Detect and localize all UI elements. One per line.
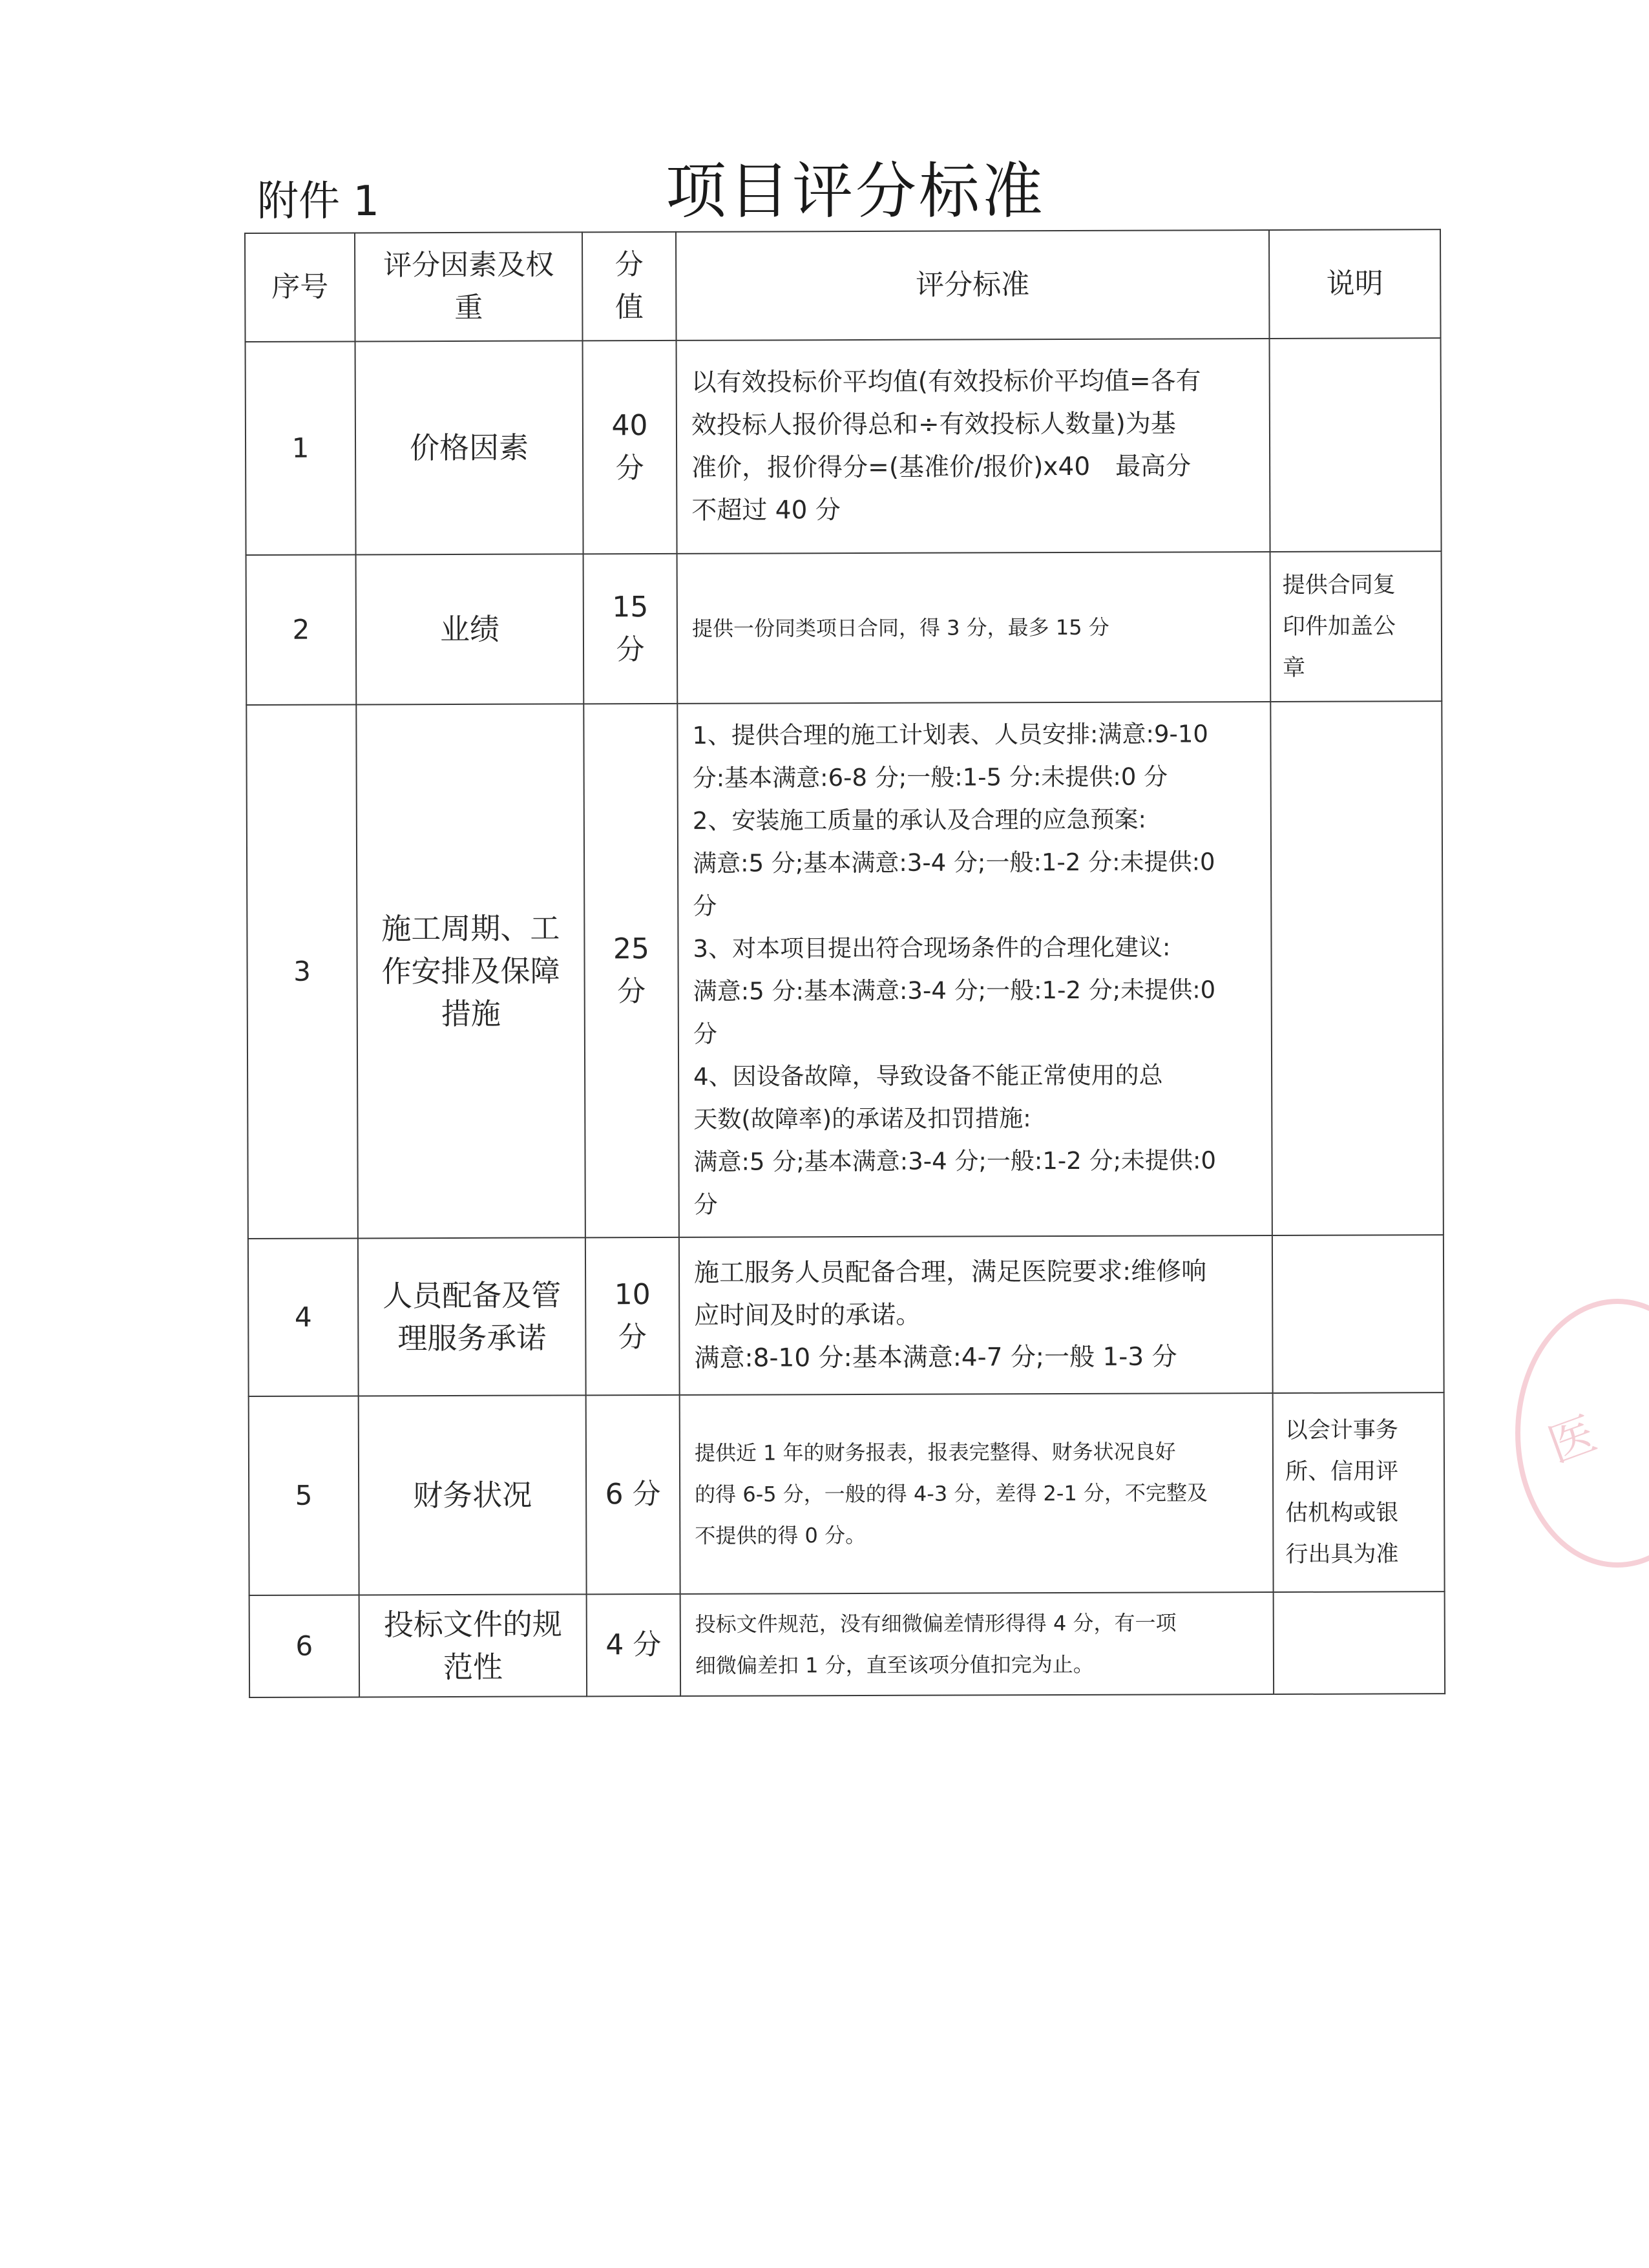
row-factor <box>359 1594 587 1697</box>
table-row <box>248 1235 1444 1396</box>
note-line: 所、信用评 <box>1285 1458 1399 1485</box>
note-line: 章 <box>1283 655 1306 681</box>
header-no: 序号 <box>245 233 355 342</box>
standard-line: 满意:5 分;基本满意:3-4 分;一般:1-2 分;未提供:0 <box>693 1146 1217 1176</box>
row-no: 6 <box>249 1595 359 1697</box>
factor-line: 理服务承诺 <box>397 1320 547 1356</box>
factor-line: 范性 <box>443 1649 503 1685</box>
row-factor <box>355 341 583 554</box>
score-line: 6 分 <box>605 1477 661 1511</box>
scoring-table <box>244 229 1445 1698</box>
note-line: 估机构或银 <box>1285 1500 1399 1526</box>
row-score <box>583 554 678 704</box>
document-title: 项目评分标准 <box>666 156 1046 227</box>
factor-line: 投标文件的规 <box>383 1606 562 1643</box>
row-standard <box>677 339 1270 554</box>
table-row <box>246 701 1444 1239</box>
standard-line: 天数(故障率)的承诺及扣罚措施: <box>693 1104 1031 1133</box>
row-no: 2 <box>246 554 357 705</box>
standard-line: 细微偏差扣 1 分，直至该项分值扣完为止。 <box>695 1652 1094 1678</box>
row-score <box>583 341 677 554</box>
table-header-row <box>245 229 1441 342</box>
row-note <box>1274 1591 1445 1694</box>
row-score <box>587 1594 680 1696</box>
row-no: 4 <box>248 1238 359 1396</box>
standard-line: 分 <box>693 1190 718 1219</box>
row-no: 5 <box>249 1396 359 1595</box>
standard-line: 施工服务人员配备合理，满足医院要求:维修响 <box>693 1257 1207 1288</box>
score-line: 15 <box>612 591 649 624</box>
header-note: 说明 <box>1269 229 1441 339</box>
standard-line: 4、因设备故障，导致设备不能正常使用的总 <box>693 1061 1163 1091</box>
header-factor <box>355 232 583 341</box>
factor-line: 价格因素 <box>409 430 529 466</box>
score-line: 分 <box>616 633 645 667</box>
table-row <box>246 551 1442 705</box>
standard-line: 以有效投标价平均值(有效投标价平均值=各有 <box>691 366 1201 397</box>
row-note <box>1270 701 1444 1235</box>
standard-line: 提供近 1 年的财务报表，报表完整得、财务状况良好 <box>694 1439 1176 1465</box>
factor-line: 业绩 <box>439 611 500 647</box>
row-standard <box>679 1235 1273 1395</box>
score-line: 10 <box>614 1278 651 1312</box>
standard-line: 的得 6-5 分，一般的得 4-3 分，差得 2-1 分，不完整及 <box>695 1480 1208 1507</box>
row-factor <box>356 704 585 1238</box>
score-line: 25 <box>613 932 650 966</box>
row-standard <box>677 702 1272 1237</box>
row-note <box>1272 1235 1444 1393</box>
header-standard: 评分标准 <box>676 230 1270 341</box>
standard-line: 投标文件规范，没有细微偏差情形得得 4 分，有一项 <box>695 1610 1177 1637</box>
score-line: 分 <box>617 975 646 1009</box>
standard-line: 效投标人报价得总和÷有效投标人数量)为基 <box>691 409 1176 440</box>
row-note <box>1273 1392 1445 1592</box>
row-note <box>1270 551 1442 702</box>
table-row <box>249 1392 1445 1595</box>
row-factor <box>359 1395 587 1595</box>
header-score-line: 值 <box>614 291 644 324</box>
standard-line: 应时间及时的承诺。 <box>694 1300 921 1330</box>
factor-line: 人员配备及管 <box>383 1277 562 1314</box>
row-factor <box>358 1237 586 1396</box>
standard-line: 3、对本项目提出符合现场条件的合理化建议: <box>693 933 1171 963</box>
row-score <box>583 704 679 1237</box>
standard-line: 1、提供合理的施工计划表、人员安排:满意:9-10 <box>692 720 1208 750</box>
table-row <box>249 1591 1445 1697</box>
factor-line: 施工周期、工 <box>381 910 560 947</box>
row-note <box>1270 338 1442 552</box>
red-seal-stamp-text: 医 <box>1540 1405 1604 1473</box>
standard-line: 满意:8-10 分:基本满意:4-7 分;一般 1-3 分 <box>694 1342 1177 1373</box>
factor-line: 作安排及保障 <box>381 953 560 989</box>
header-score-line: 分 <box>614 248 644 282</box>
note-line: 以会计事务 <box>1285 1417 1398 1444</box>
standard-line: 提供一份同类项日合同，得 3 分，最多 15 分 <box>691 614 1109 641</box>
row-standard <box>680 1592 1274 1696</box>
standard-line: 不提供的得 0 分。 <box>695 1522 867 1548</box>
score-line: 分 <box>618 1321 647 1354</box>
row-factor <box>356 554 584 704</box>
score-line: 40 <box>611 409 648 443</box>
standard-line: 2、安装施工质量的承认及合理的应急预案: <box>692 805 1146 835</box>
row-no: 1 <box>246 341 356 555</box>
score-line: 分 <box>615 452 644 485</box>
header-factor-line: 重 <box>454 291 483 324</box>
standard-line: 不超过 40 分 <box>691 496 841 525</box>
table-row <box>246 338 1442 555</box>
row-score <box>585 1237 680 1395</box>
standard-line: 满意:5 分;基本满意:3-4 分;一般:1-2 分:未提供:0 <box>693 848 1215 877</box>
standard-line: 分:基本满意:6-8 分;一般:1-5 分:未提供:0 分 <box>692 762 1168 792</box>
standard-line: 满意:5 分:基本满意:3-4 分;一般:1-2 分;未提供:0 <box>693 976 1216 1005</box>
row-no: 3 <box>246 704 358 1239</box>
factor-line: 财务状况 <box>413 1477 532 1513</box>
factor-line: 措施 <box>441 996 501 1032</box>
header-score <box>582 232 677 341</box>
note-line: 印件加盖公 <box>1282 613 1396 640</box>
header-factor-line: 评分因素及权 <box>383 248 554 282</box>
attachment-label: 附件 1 <box>257 178 380 226</box>
note-line: 行出具为准 <box>1285 1541 1399 1568</box>
row-standard <box>680 1393 1274 1594</box>
row-score <box>586 1395 680 1594</box>
standard-line: 分 <box>693 892 717 920</box>
standard-line: 准价，报价得分=(基准价/报价)x40 最高分 <box>691 452 1192 483</box>
score-line: 4 分 <box>605 1628 662 1662</box>
note-line: 提供合同复 <box>1282 572 1396 598</box>
row-standard <box>677 552 1271 704</box>
standard-line: 分 <box>693 1020 717 1048</box>
